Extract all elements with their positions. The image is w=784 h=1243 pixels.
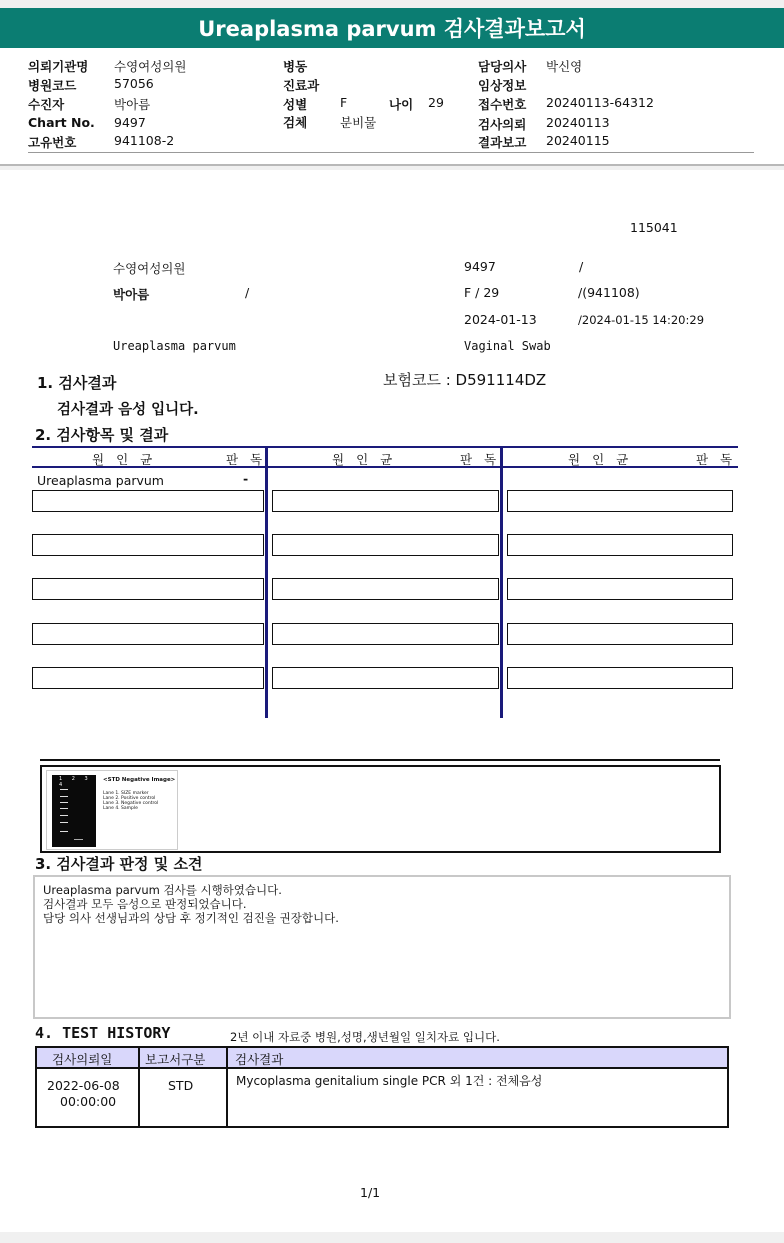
section3-heading: 3. 검사결과 판정 및 소견 — [35, 855, 203, 873]
insurance-code: 보험코드 : D591114DZ — [383, 371, 547, 389]
doc-specimen: Vaginal Swab — [464, 339, 551, 353]
result-cell — [272, 623, 499, 645]
doc-request-date: 2024-01-13 — [464, 312, 537, 327]
organism-name: Ureaplasma parvum — [37, 473, 164, 488]
grid-top-rule — [32, 446, 738, 448]
doctor-label: 담당의사 — [478, 59, 527, 74]
result-cell — [272, 490, 499, 512]
result-cell — [507, 490, 733, 512]
report-date-value: 20240115 — [546, 133, 610, 148]
specimen-label: 검체 — [283, 115, 308, 130]
opinion-line: Ureaplasma parvum 검사를 시행하였습니다. — [43, 883, 282, 897]
doc-patient: 박아름 — [113, 287, 150, 302]
gel-top-rule — [40, 759, 720, 761]
history-col-type: 보고서구분 — [145, 1052, 206, 1067]
clinical-info-label: 임상정보 — [478, 78, 527, 93]
doc-chart-sep: / — [579, 259, 584, 274]
request-date-label: 검사의뢰 — [478, 117, 527, 132]
result-cell — [32, 490, 264, 512]
gel-note: Lane 3. Negative control — [103, 801, 159, 806]
report-sheet — [0, 170, 784, 1232]
doc-code: 115041 — [630, 220, 678, 235]
history-time: 00:00:00 — [60, 1094, 117, 1109]
result-cell — [272, 578, 499, 600]
grid-divider-2 — [500, 446, 503, 718]
specimen-value: 분비물 — [340, 115, 377, 130]
sex-label: 성별 — [283, 97, 308, 112]
col-organism-1: 원인균 — [92, 452, 165, 467]
result-cell — [272, 534, 499, 556]
history-note: 2년 이내 자료중 병원,성명,생년월일 일치자료 입니다. — [230, 1030, 500, 1044]
history-result: Mycoplasma genitalium single PCR 외 1건 : 전체음성 — [236, 1074, 543, 1088]
opinion-line: 검사결과 모두 음성으로 판정되었습니다. — [43, 897, 247, 911]
col-judgement-3: 판독 — [696, 452, 745, 467]
result-cell — [507, 667, 733, 689]
doc-test-name: Ureaplasma parvum — [113, 339, 236, 353]
unique-no-label: 고유번호 — [28, 135, 77, 150]
result-cell — [32, 667, 264, 689]
receipt-no-label: 접수번호 — [478, 97, 527, 112]
report-title: Ureaplasma parvum 검사결과보고서 — [0, 8, 784, 48]
chart-no-value: 9497 — [114, 115, 146, 130]
history-col-result: 검사결과 — [235, 1052, 284, 1067]
hospital-code-label: 병원코드 — [28, 78, 77, 93]
sex-value: F — [340, 95, 348, 110]
ward-label: 병동 — [283, 59, 308, 74]
gel-note: Lane 2. Positive control — [103, 796, 156, 801]
request-date-value: 20240113 — [546, 115, 610, 130]
history-date: 2022-06-08 — [47, 1078, 120, 1093]
hospital-code-value: 57056 — [114, 76, 154, 91]
col-organism-3: 원인균 — [568, 452, 641, 467]
doc-patient-sep: / — [245, 285, 250, 300]
patient-label: 수진자 — [28, 97, 65, 112]
gel-note: Lane 4. Sample — [103, 806, 138, 811]
gel-image-box — [40, 765, 721, 853]
gel-electrophoresis-image — [46, 770, 178, 850]
institution-value: 수영여성의원 — [114, 59, 187, 74]
gel-caption: <STD Negative Image> — [103, 777, 176, 783]
history-col-date: 검사의뢰일 — [52, 1052, 113, 1067]
col-judgement-2: 판독 — [460, 452, 509, 467]
unique-no-value: 941108-2 — [114, 133, 175, 148]
patient-value: 박아름 — [114, 97, 151, 112]
col-organism-2: 원인균 — [332, 452, 405, 467]
doc-sex-age: F / 29 — [464, 285, 500, 300]
gel-photo — [52, 775, 96, 847]
doc-report-datetime: /2024-01-15 14:20:29 — [578, 313, 705, 327]
history-col-divider — [138, 1048, 140, 1126]
institution-label: 의뢰기관명 — [28, 59, 89, 74]
receipt-no-value: 20240113-64312 — [546, 95, 654, 110]
result-cell — [507, 534, 733, 556]
result-cell — [32, 534, 264, 556]
gel-note: Lane 1. SIZE marker — [103, 791, 149, 796]
result-summary: 검사결과 음성 입니다. — [57, 402, 199, 418]
result-cell — [32, 623, 264, 645]
history-col-divider — [226, 1048, 228, 1126]
doc-hospital: 수영여성의원 — [113, 261, 186, 276]
chart-no-label: Chart No. — [28, 115, 95, 130]
opinion-line: 담당 의사 선생님과의 상담 후 정기적인 검진을 권장합니다. — [43, 911, 339, 925]
col-judgement-1: 판독 — [226, 452, 275, 467]
result-cell — [507, 623, 733, 645]
result-cell — [32, 578, 264, 600]
doc-chart: 9497 — [464, 259, 496, 274]
doctor-value: 박신영 — [546, 59, 583, 74]
organism-judgement: - — [243, 471, 249, 486]
result-cell — [272, 667, 499, 689]
history-table — [35, 1046, 729, 1128]
doc-birth: /(941108) — [578, 285, 640, 300]
results-grid — [32, 446, 745, 718]
history-type: STD — [168, 1078, 194, 1093]
grid-divider-1 — [265, 446, 268, 718]
department-label: 진료과 — [283, 78, 320, 93]
section1-heading: 1. 검사결과 — [37, 374, 117, 392]
gel-lane-numbers: 1 2 3 4 — [59, 776, 92, 788]
history-header — [37, 1048, 727, 1069]
section4-heading: 4. TEST HISTORY — [35, 1024, 171, 1042]
report-date-label: 결과보고 — [478, 135, 527, 150]
age-value: 29 — [428, 95, 444, 110]
result-cell — [507, 578, 733, 600]
header-panel — [0, 48, 784, 166]
opinion-box — [33, 875, 731, 1019]
age-label: 나이 — [389, 97, 414, 112]
header-divider — [28, 152, 754, 153]
page-number: 1/1 — [360, 1185, 381, 1200]
section2-heading: 2. 검사항목 및 결과 — [35, 426, 169, 444]
